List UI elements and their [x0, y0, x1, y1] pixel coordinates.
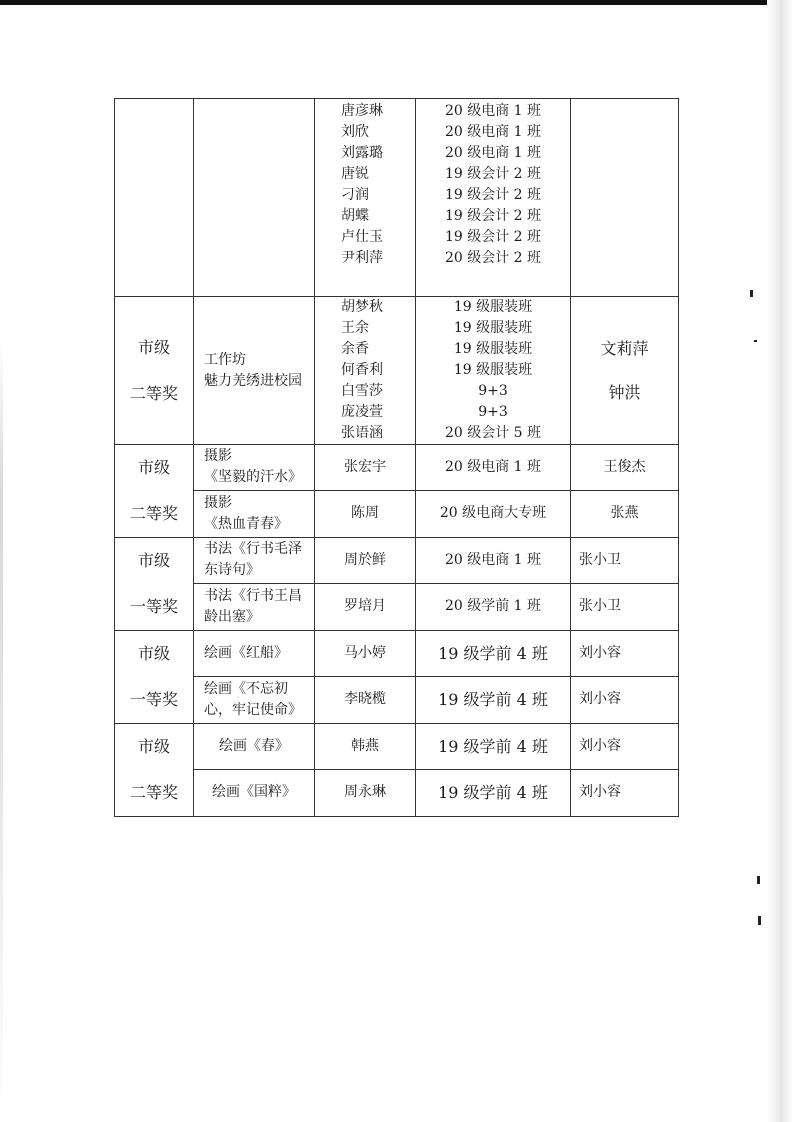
- work-cell: [194, 297, 315, 445]
- award-level-cell: [115, 724, 194, 817]
- work-title: 绘画《春》: [219, 737, 289, 754]
- work-title: 书法《行书王昌: [204, 587, 302, 604]
- class-name: 20 级会计 5 班: [444, 425, 542, 441]
- student-name: 庞凌萱: [341, 404, 383, 420]
- work-cell-empty: [194, 99, 315, 297]
- work-title: 绘画《红船》: [204, 644, 288, 661]
- class-name: 19 级服装班: [453, 320, 533, 336]
- class-name: 20 级电商 1 班: [444, 124, 542, 140]
- award-level: 市级: [137, 551, 170, 570]
- class-name: 19 级服装班: [453, 341, 533, 357]
- student-name: 白雪莎: [341, 383, 383, 399]
- class-cell: 19 级学前 4 班: [416, 676, 571, 723]
- award-grade: 一等奖: [129, 690, 178, 709]
- class-name: 20 级电商 1 班: [444, 103, 542, 119]
- award-grade: 一等奖: [129, 597, 178, 616]
- work-cell: [194, 538, 315, 584]
- teacher-cell: 张小卫: [571, 538, 679, 584]
- student-name: 唐锐: [341, 166, 369, 182]
- scan-left-shadow: [0, 340, 3, 1120]
- work-title: 书法《行书毛泽: [204, 541, 302, 558]
- scan-speck: [757, 876, 760, 884]
- table-row: [115, 769, 679, 816]
- teacher-cell: [571, 297, 679, 445]
- work-title: 摄影: [204, 448, 232, 465]
- student-name: 刘露璐: [341, 145, 383, 161]
- scan-speck: [754, 340, 757, 342]
- class-name: 19 级服装班: [453, 299, 533, 315]
- award-level: 市级: [137, 458, 170, 477]
- teacher-cell: 张小卫: [571, 583, 679, 630]
- class-name: 9+3: [478, 383, 508, 399]
- class-name: 20 级会计 2 班: [444, 250, 542, 266]
- student-name: 张语涵: [341, 425, 383, 441]
- scan-top-border: [0, 0, 793, 5]
- class-cell: 19 级学前 4 班: [416, 769, 571, 816]
- work-cell: [194, 676, 315, 723]
- work-title: 《坚毅的汗水》: [204, 469, 302, 486]
- work-title: 东诗句》: [204, 562, 260, 579]
- award-level: 市级: [137, 337, 170, 357]
- class-cell: 20 级电商 1 班: [416, 538, 571, 584]
- scan-speck: [750, 290, 753, 297]
- award-level: 市级: [137, 644, 170, 663]
- work-cell: [194, 631, 315, 677]
- award-grade: 二等奖: [129, 383, 178, 403]
- work-title: 心，牢记使命》: [204, 701, 302, 718]
- table-row: [115, 445, 679, 491]
- student-cell: 罗培月: [315, 583, 416, 630]
- award-level-cell: [115, 297, 194, 445]
- student-name: 卢仕玉: [341, 229, 383, 245]
- class-name: 19 级服装班: [453, 362, 533, 378]
- class-name: 19 级会计 2 班: [444, 208, 542, 224]
- class-cell: 20 级电商大专班: [416, 490, 571, 537]
- student-name: 王余: [341, 320, 369, 336]
- level-cell-empty: [115, 99, 194, 297]
- table-row: [115, 724, 679, 770]
- work-cell: [194, 769, 315, 816]
- student-name: 胡蝶: [341, 208, 369, 224]
- work-cell: [194, 724, 315, 770]
- student-cell: 陈周: [315, 490, 416, 537]
- work-title: 龄出塞》: [204, 608, 260, 625]
- table-row: [115, 676, 679, 723]
- table-row: [115, 99, 679, 297]
- award-grade: 二等奖: [129, 504, 178, 523]
- class-list-cell: [416, 99, 571, 297]
- award-grade: 二等奖: [129, 783, 178, 802]
- student-cell: 韩燕: [315, 724, 416, 770]
- work-cell: [194, 583, 315, 630]
- class-cell: 19 级学前 4 班: [416, 724, 571, 770]
- work-cell: [194, 445, 315, 491]
- class-list-cell: [416, 297, 571, 445]
- work-title: 《热血青春》: [204, 515, 288, 532]
- student-cell: 李晓榄: [315, 676, 416, 723]
- teacher-cell: 刘小容: [571, 631, 679, 677]
- class-cell: 20 级学前 1 班: [416, 583, 571, 630]
- work-title: 绘画《国粹》: [212, 784, 296, 801]
- teacher-name: 文莉萍: [600, 338, 649, 358]
- teacher-cell: 刘小容: [571, 724, 679, 770]
- student-name: 胡梦秋: [341, 299, 383, 315]
- table-row: [115, 631, 679, 677]
- award-level-cell: [115, 538, 194, 631]
- student-cell: 张宏宇: [315, 445, 416, 491]
- teacher-cell: 张燕: [571, 490, 679, 537]
- work-title: 绘画《不忘初: [204, 680, 288, 697]
- class-name: 19 级会计 2 班: [444, 166, 542, 182]
- table-row: [115, 583, 679, 630]
- student-name: 余香: [341, 341, 369, 357]
- awards-table: [114, 98, 679, 817]
- student-name: 唐彦琳: [341, 103, 383, 119]
- work-cell: [194, 490, 315, 537]
- table-row: [115, 297, 679, 445]
- class-name: 19 级会计 2 班: [444, 187, 542, 203]
- student-name: 刁润: [341, 187, 369, 203]
- student-list-cell: [315, 297, 416, 445]
- student-cell: 马小婷: [315, 631, 416, 677]
- award-level-cell: [115, 631, 194, 724]
- work-title: 魅力羌绣进校园: [204, 372, 302, 389]
- student-name: 尹利萍: [341, 250, 383, 266]
- table-row: [115, 490, 679, 537]
- award-level: 市级: [137, 737, 170, 756]
- teacher-cell: 王俊杰: [571, 445, 679, 491]
- class-name: 19 级会计 2 班: [444, 229, 542, 245]
- work-title: 工作坊: [204, 351, 246, 368]
- class-cell: 20 级电商 1 班: [416, 445, 571, 491]
- class-name: 20 级电商 1 班: [444, 145, 542, 161]
- teacher-cell: 刘小容: [571, 676, 679, 723]
- teacher-cell-empty: [571, 99, 679, 297]
- work-title: 摄影: [204, 494, 232, 511]
- student-name: 刘欣: [341, 124, 369, 140]
- student-cell: 周於鲜: [315, 538, 416, 584]
- class-cell: 19 级学前 4 班: [416, 631, 571, 677]
- teacher-name: 钟洪: [608, 382, 641, 402]
- teacher-cell: 刘小容: [571, 769, 679, 816]
- table-row: [115, 538, 679, 584]
- student-name: 何香利: [341, 362, 383, 378]
- student-list-cell: [315, 99, 416, 297]
- class-name: 9+3: [478, 404, 508, 420]
- scan-speck: [758, 916, 761, 925]
- scan-page-edge: [767, 0, 793, 1122]
- student-cell: 周永琳: [315, 769, 416, 816]
- award-level-cell: [115, 445, 194, 538]
